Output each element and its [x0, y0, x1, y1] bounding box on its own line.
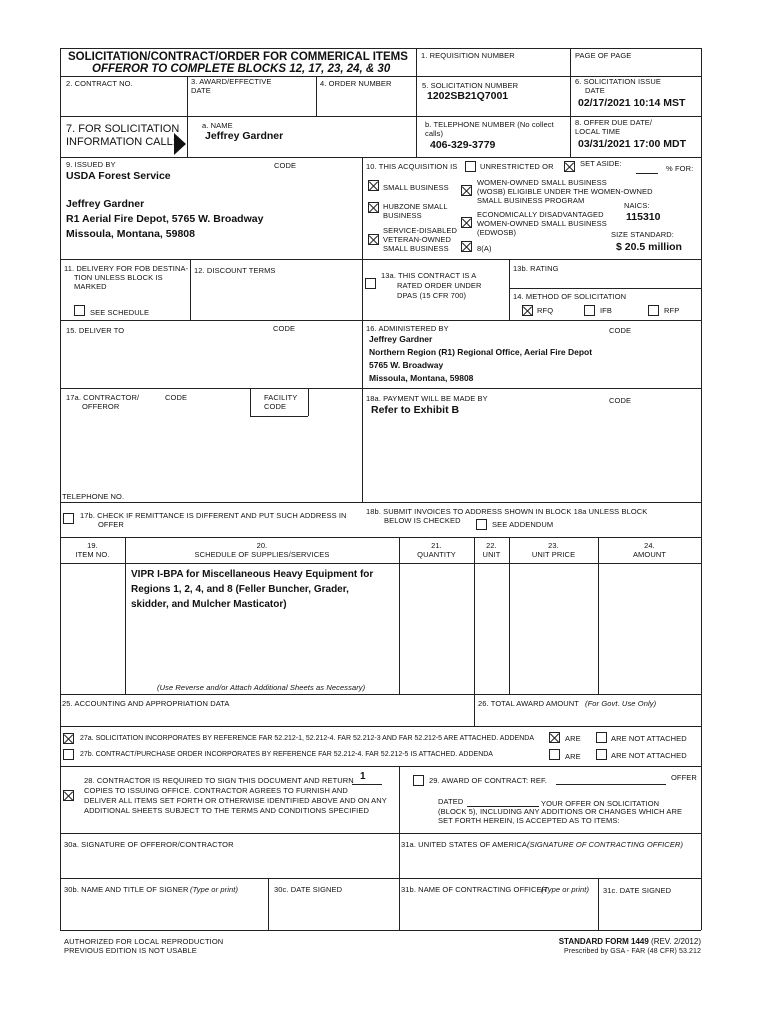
contract-addenda-are-label: ARE — [565, 752, 581, 761]
offeror-signature-label: 30a. SIGNATURE OF OFFEROR/CONTRACTOR — [64, 840, 234, 849]
signer-name-note: (Type or print) — [190, 885, 239, 894]
rated-order-label-3: DPAS (15 CFR 700) — [397, 291, 467, 300]
acquisition-label: 10. THIS ACQUISITION IS — [366, 162, 458, 171]
see-addendum-checkbox[interactable] — [476, 519, 487, 530]
hubzone-checkbox[interactable] — [368, 202, 379, 213]
remittance-label: 17b. CHECK IF REMITTANCE IS DIFFERENT AND PUT SUCH ADDRESS IN — [80, 511, 347, 520]
col-unit-price: UNIT PRICE — [531, 550, 576, 559]
payment-label: 18a. PAYMENT WILL BE MADE BY — [366, 394, 488, 403]
contract-addenda-are-not-label: ARE NOT ATTACHED — [611, 751, 687, 760]
rfp-label: RFP — [664, 306, 680, 315]
solicitation-number-label: 5. SOLICITATION NUMBER — [422, 81, 519, 90]
rated-order-label: 13a. THIS CONTRACT IS A — [381, 271, 477, 280]
award-date-label: 3. AWARD/EFFECTIVE — [191, 77, 272, 86]
hubzone-label-2: BUSINESS — [383, 211, 422, 220]
form-number — [559, 937, 701, 946]
requisition-number-label: 1. REQUISITION NUMBER — [421, 51, 515, 60]
eight-a-checkbox[interactable] — [461, 241, 472, 252]
delivery-fob-label-3: MARKED — [74, 282, 107, 291]
small-business-checkbox[interactable] — [368, 180, 379, 191]
set-forth-label: SET FORTH HEREIN, IS ACCEPTED AS TO ITEMS: — [438, 816, 620, 825]
hubzone-label: HUBZONE SMALL — [383, 202, 448, 211]
ifb-label: IFB — [600, 306, 612, 315]
edwosb-checkbox[interactable] — [461, 217, 472, 228]
method-label: 14. METHOD OF SOLICITATION — [513, 292, 627, 301]
edwosb-label-3: (EDWOSB) — [477, 228, 517, 237]
small-business-label: SMALL BUSINESS — [383, 183, 449, 192]
contractor-sign-label-3: DELIVER ALL ITEMS SET FORTH OR OTHERWISE IDENTIFIED ABOVE AND ON ANY — [84, 796, 387, 805]
facility-code-label: FACILITY — [264, 393, 298, 402]
addenda-are-label: ARE — [565, 734, 581, 743]
previous-edition: PREVIOUS EDITION IS NOT USABLE — [64, 946, 197, 955]
contractor-label-2: OFFEROR — [82, 402, 120, 411]
contracting-officer-signature-note: (SIGNATURE OF CONTRACTING OFFICER) — [527, 840, 684, 849]
issue-date-label: 6. SOLICITATION ISSUE — [575, 77, 662, 86]
unrestricted-label: UNRESTRICTED OR — [480, 162, 554, 171]
col-quantity: QUANTITY — [417, 550, 456, 559]
form-name: STANDARD FORM 1449 — [558, 937, 649, 946]
wosb-label-2: (WOSB) ELIGIBLE UNDER THE WOMEN-OWNED — [477, 187, 653, 196]
prescribed-by: Prescribed by GSA - FAR (48 CFR) 53.212 — [564, 948, 701, 955]
payment-reference: Refer to Exhibit B — [371, 404, 460, 416]
contractor-sign-label: 28. CONTRACTOR IS REQUIRED TO SIGN THIS DOCUMENT AND RETURN — [84, 776, 354, 785]
award-label: 29. AWARD OF CONTRACT: REF. — [429, 776, 547, 785]
rfq-checkbox[interactable] — [522, 305, 533, 316]
issuer-city: Missoula, Montana, 59808 — [66, 228, 195, 240]
addenda-are-not-label: ARE NOT ATTACHED — [611, 734, 687, 743]
contact-name[interactable]: Jeffrey Gardner — [205, 130, 284, 142]
remittance-checkbox[interactable] — [63, 513, 74, 524]
arrow-right-icon — [174, 133, 186, 155]
contracting-officer-name-label: 31b. NAME OF CONTRACTING OFFICER — [401, 885, 548, 894]
signer-name-label: 30b. NAME AND TITLE OF SIGNER — [64, 885, 189, 894]
contract-addenda-are-checkbox[interactable] — [549, 749, 560, 760]
issuer-address-line: R1 Aerial Fire Depot, 5765 W. Broadway — [66, 213, 264, 225]
issuer-name: Jeffrey Gardner — [66, 198, 145, 210]
issued-by-code-label: CODE — [274, 161, 297, 170]
percent-for-label: % FOR: — [666, 164, 694, 173]
contractor-label: 17a. CONTRACTOR/ — [66, 393, 140, 402]
payment-code-label: CODE — [609, 396, 632, 405]
rfp-checkbox[interactable] — [648, 305, 659, 316]
page-label: PAGE OF PAGE — [575, 51, 632, 60]
issued-by-label: 9. ISSUED BY — [66, 160, 116, 169]
item-description-line-2: Regions 1, 2, 4, and 8 (Feller Buncher, Grader, — [131, 584, 349, 595]
size-standard-label: SIZE STANDARD: — [611, 230, 674, 239]
issuing-agency: USDA Forest Service — [66, 170, 171, 182]
edwosb-label-2: WOMEN-OWNED SMALL BUSINESS — [477, 219, 607, 228]
see-schedule-label: SEE SCHEDULE — [90, 308, 150, 317]
dated-label: DATED — [438, 797, 464, 806]
item-description-line-1: VIPR I-BPA for Miscellaneous Heavy Equipment for — [131, 569, 374, 580]
admin-city: Missoula, Montana, 59808 — [369, 373, 474, 383]
see-addendum-label: SEE ADDENDUM — [492, 520, 554, 529]
submit-invoices-label: 18b. SUBMIT INVOICES TO ADDRESS SHOWN IN BLOCK 18a UNLESS BLOCK — [366, 507, 648, 516]
rated-order-checkbox[interactable] — [365, 278, 376, 289]
rating-label: 13b. RATING — [513, 264, 559, 273]
solicitation-info-label: 7. FOR SOLICITATION — [66, 123, 180, 135]
addenda-are-not-checkbox[interactable] — [596, 732, 607, 743]
contract-addenda-are-not-checkbox[interactable] — [596, 749, 607, 760]
col-item-no-number: 19. — [87, 541, 98, 550]
item-description-line-3: skidder, and Mulcher Masticator) — [131, 599, 287, 610]
contractor-sign-checkbox[interactable] — [63, 790, 74, 801]
set-aside-label: SET ASIDE: — [580, 159, 622, 168]
signer-date-label: 30c. DATE SIGNED — [274, 885, 343, 894]
solicitation-info-label-2: INFORMATION CALL: — [66, 136, 176, 148]
form-subtitle: OFFEROR TO COMPLETE BLOCKS 12, 17, 23, 24, & 30 — [92, 63, 391, 75]
wosb-checkbox[interactable] — [461, 185, 472, 196]
telephone-no-label: TELEPHONE NO. — [62, 492, 125, 501]
total-award-label: 26. TOTAL AWARD AMOUNT — [478, 699, 579, 708]
telephone-number[interactable]: 406-329-3779 — [430, 139, 496, 151]
issue-date-label-2: DATE — [585, 86, 605, 95]
rfq-label: RFQ — [537, 306, 554, 315]
col-unit: UNIT — [482, 550, 501, 559]
see-schedule-checkbox[interactable] — [74, 305, 85, 316]
contracting-officer-name-note: (Type or print) — [541, 885, 590, 894]
form-revision: (REV. 2/2012) — [651, 937, 701, 946]
award-date-label-2: DATE — [191, 86, 211, 95]
contracting-officer-signature-label: 31a. UNITED STATES OF AMERICA — [401, 840, 527, 849]
telephone-label-2: calls) — [425, 129, 444, 138]
order-number-label: 4. ORDER NUMBER — [320, 79, 392, 88]
offer-due-label-2: LOCAL TIME — [575, 127, 621, 136]
deliver-to-code-label: CODE — [273, 324, 296, 333]
col-item-no: ITEM NO. — [75, 550, 110, 559]
ifb-checkbox[interactable] — [584, 305, 595, 316]
naics-label: NAICS: — [624, 201, 650, 210]
delivery-fob-label: 11. DELIVERY FOR FOB DESTINA- — [64, 264, 189, 273]
addenda-are-checkbox[interactable] — [549, 732, 560, 743]
unrestricted-checkbox[interactable] — [465, 161, 476, 172]
total-award-note: (For Govt. Use Only) — [585, 699, 657, 708]
name-label: a. NAME — [202, 121, 233, 130]
contractor-sign-label-2: COPIES TO ISSUING OFFICE. CONTRACTOR AGREES TO FURNISH AND — [84, 786, 348, 795]
admin-office: Northern Region (R1) Regional Office, Aerial Fire Depot — [369, 347, 593, 357]
schedule-note: (Use Reverse and/or Attach Additional Sheets as Necessary) — [157, 683, 366, 692]
deliver-to-label: 15. DELIVER TO — [66, 326, 125, 335]
sdvosb-label-2: VETERAN-OWNED — [383, 235, 451, 244]
solicitation-number[interactable]: 1202SB21Q7001 — [427, 90, 509, 102]
size-standard: $ 20.5 million — [616, 241, 682, 253]
sdvosb-checkbox[interactable] — [368, 234, 379, 245]
wosb-label-3: SMALL BUSINESS PROGRAM — [477, 196, 585, 205]
col-unit-price-number: 23. — [548, 541, 559, 550]
contract-far-label: 27b. CONTRACT/PURCHASE ORDER INCORPORATES BY REFERENCE FAR 52.212-4. FAR 52.212-5 IS ATTACHED. ADDENDA — [80, 751, 493, 758]
your-offer-label: YOUR OFFER ON SOLICITATION — [541, 799, 660, 808]
submit-invoices-label-2: BELOW IS CHECKED — [384, 516, 461, 525]
copies-count[interactable]: 1 — [360, 771, 366, 782]
contract-far-checkbox[interactable] — [63, 749, 74, 760]
sdvosb-label: SERVICE-DISABLED — [383, 226, 457, 235]
sdvosb-label-3: SMALL BUSINESS — [383, 244, 449, 253]
wosb-label: WOMEN-OWNED SMALL BUSINESS — [477, 178, 607, 187]
solicitation-far-checkbox[interactable] — [63, 733, 74, 744]
offer-due-label: 8. OFFER DUE DATE/ — [575, 118, 653, 127]
administered-code-label: CODE — [609, 326, 632, 335]
contractor-sign-label-4: ADDITIONAL SHEETS SUBJECT TO THE TERMS AND CONDITIONS SPECIFIED — [84, 806, 369, 815]
contract-no-label: 2. CONTRACT NO. — [66, 79, 133, 88]
rated-order-label-2: RATED ORDER UNDER — [397, 281, 482, 290]
offer-due-date[interactable]: 03/31/2021 17:00 MDT — [578, 138, 686, 150]
form-title: SOLICITATION/CONTRACT/ORDER FOR COMMERICAL ITEMS — [68, 51, 408, 63]
remittance-label-2: OFFER — [98, 520, 124, 529]
admin-name: Jeffrey Gardner — [369, 334, 433, 344]
award-checkbox[interactable] — [413, 775, 424, 786]
col-schedule: SCHEDULE OF SUPPLIES/SERVICES — [194, 550, 330, 559]
block5-label: (BLOCK 5), INCLUDING ANY ADDITIONS OR CHANGES WHICH ARE — [438, 807, 683, 816]
accounting-label: 25. ACCOUNTING AND APPROPRIATION DATA — [62, 699, 230, 708]
set-aside-checkbox[interactable] — [564, 161, 575, 172]
col-quantity-number: 21. — [431, 541, 442, 550]
edwosb-label: ECONOMICALLY DISADVANTAGED — [477, 210, 604, 219]
col-schedule-number: 20. — [256, 541, 268, 550]
col-unit-number: 22. — [486, 541, 497, 550]
col-amount-number: 24. — [644, 541, 655, 550]
naics-code: 115310 — [626, 211, 661, 223]
contractor-code-label: CODE — [165, 393, 188, 402]
discount-terms-label: 12. DISCOUNT TERMS — [194, 266, 276, 275]
solicitation-far-label: 27a. SOLICITATION INCORPORATES BY REFERENCE FAR 52.212-1, 52.212-4. FAR 52.212-3 AND FAR 52.212-5 ARE ATTACHED. ADDENDA — [80, 735, 534, 742]
contracting-officer-date-label: 31c. DATE SIGNED — [603, 886, 672, 895]
telephone-label: b. TELEPHONE NUMBER (No collect — [425, 120, 554, 129]
delivery-fob-label-2: TION UNLESS BLOCK IS — [74, 273, 163, 282]
administered-by-label: 16. ADMINISTERED BY — [366, 324, 449, 333]
authorized-reproduction: AUTHORIZED FOR LOCAL REPRODUCTION — [64, 937, 224, 946]
col-amount: AMOUNT — [632, 550, 667, 559]
eight-a-label: 8(A) — [477, 244, 492, 253]
offer-label: OFFER — [671, 773, 697, 782]
issue-date[interactable]: 02/17/2021 10:14 MST — [578, 97, 686, 109]
facility-code-label-2: CODE — [264, 402, 287, 411]
admin-street: 5765 W. Broadway — [369, 360, 444, 370]
